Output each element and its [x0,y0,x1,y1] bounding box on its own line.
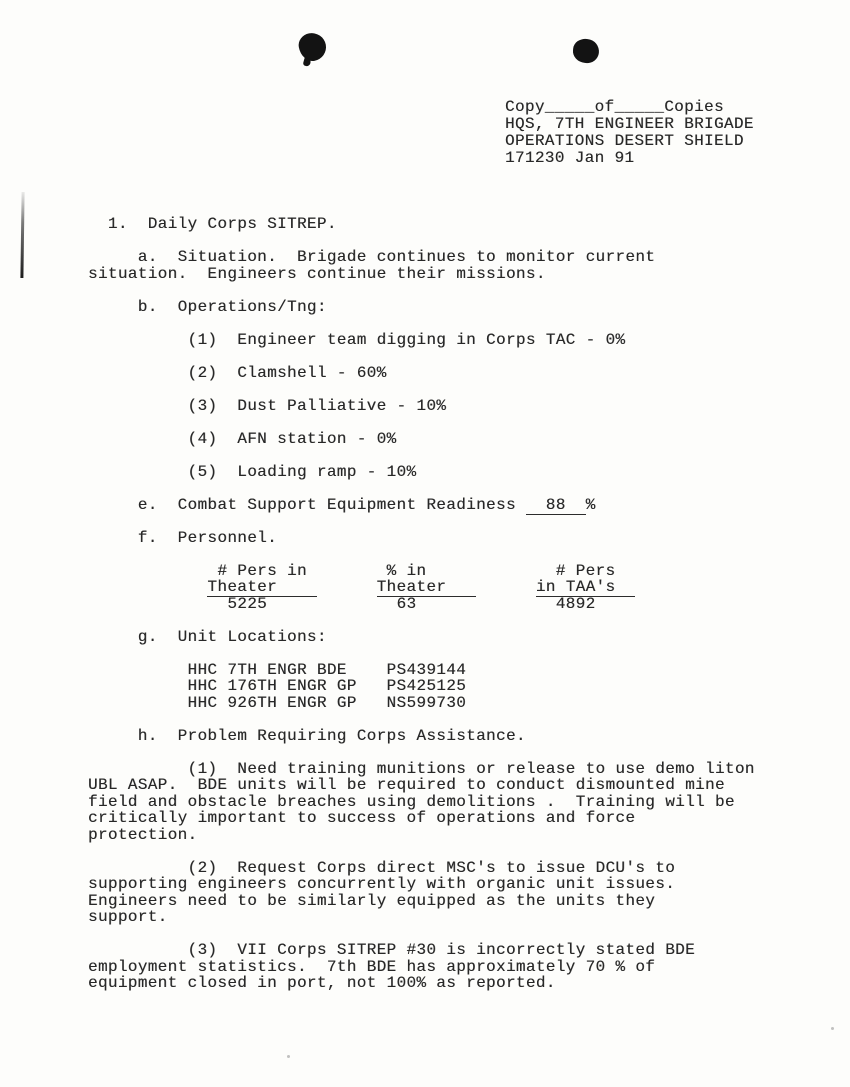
personnel-table-values-row: 5225 63 4892 [88,594,596,613]
ops-item-4-line: (4) AFN station - 0% [88,429,397,448]
unit-row-3: HHC 926TH ENGR GP NS599730 [88,693,467,712]
ops-item-3 [88,398,755,415]
para-1-title: 1. Daily Corps SITREP. [88,215,337,233]
punch-hole-mark-right [572,38,600,65]
table-gap [317,578,377,596]
document-header [505,99,754,167]
para-a-line-2: situation. Engineers continue their missions. [88,264,546,283]
ops-item-2 [88,365,755,382]
ops-item-5 [88,464,755,481]
operation-name: OPERATIONS DESERT SHIELD [505,132,744,150]
problem-3-line-2: employment statistics. 7th BDE has approximately 70 % of [88,957,656,976]
table-gap [476,578,536,596]
scan-speck [831,1027,834,1030]
problem-1-line-5: protection. [88,825,198,844]
ops-item-1-line: (1) Engineer team digging in Corps TAC - 0% [88,330,626,349]
copy-of-copies-line: Copy_____of_____Copies [505,98,724,116]
ops-item-1 [88,332,755,349]
para-g-line: g. Unit Locations: [88,627,327,646]
table-indent [88,578,207,596]
problem-2-line-3: Engineers need to be similarly equipped as the units they [88,891,656,910]
personnel-table [88,563,755,613]
unit-location-list [88,662,755,712]
para-a-situation [88,249,755,282]
problem-item-3 [88,942,755,992]
ops-item-2-line: (2) Clamshell - 60% [88,363,387,382]
para-h-line: h. Problem Requiring Corps Assistance. [88,726,526,745]
problem-1-line-3: field and obstacle breaches using demolitions . Training will be [88,792,735,811]
personnel-table-underlined-row [88,579,755,596]
ops-item-3-line: (3) Dust Palliative - 10% [88,396,447,415]
personnel-table-header-row: # Pers in % in # Pers [88,561,616,580]
problem-3-line-1: (3) VII Corps SITREP #30 is incorrectly stated BDE [88,941,696,959]
issuing-unit: HQS, 7TH ENGINEER BRIGADE [505,115,754,133]
problem-1-line-1: (1) Need training munitions or release to use demo liton [88,759,755,778]
ops-item-4 [88,431,755,448]
para-1-daily-corps-sitrep [88,216,755,233]
date-time-group: 171230 Jan 91 [505,149,635,167]
readiness-label: e. Combat Support Equipment Readiness [88,495,526,514]
problem-2-line-4: support. [88,908,168,926]
scan-speck [287,1055,290,1058]
unit-row-2: HHC 176TH ENGR GP PS425125 [88,677,467,695]
document-body [88,216,755,1008]
para-g-unit-locations [88,629,755,646]
col3-taas-header: in TAA's [535,578,636,596]
para-b-line: b. Operations/Tng: [88,297,327,316]
margin-pen-mark [20,192,24,278]
problem-2-line-2: supporting engineers concurrently with organic unit issues. [88,875,676,893]
readiness-value: 88 [525,495,586,514]
problem-3-line-3: equipment closed in port, not 100% as reported. [88,974,556,992]
problem-1-line-2: UBL ASAP. BDE units will be required to conduct dismounted mine [88,776,725,794]
punch-hole-mark-left [297,31,328,63]
para-e-equipment-readiness [88,497,755,514]
col1-theater-header: Theater [207,578,317,596]
para-f-personnel [88,530,755,547]
para-e-line [88,497,755,514]
para-a-line-1: a. Situation. Brigade continues to monitor current [88,248,656,266]
col2-theater-header: Theater [376,578,477,596]
unit-row-1: HHC 7TH ENGR BDE PS439144 [88,660,467,679]
problem-item-2 [88,860,755,926]
para-h-problems [88,728,755,745]
para-b-operations-tng [88,299,755,316]
ops-item-5-line: (5) Loading ramp - 10% [88,462,417,481]
problem-1-line-4: critically important to success of operations and force [88,809,636,827]
para-f-line: f. Personnel. [88,528,278,547]
problem-2-line-1: (2) Request Corps direct MSC's to issue DCU's to [88,858,676,877]
readiness-percent-sign: % [585,495,596,514]
problem-item-1 [88,761,755,844]
